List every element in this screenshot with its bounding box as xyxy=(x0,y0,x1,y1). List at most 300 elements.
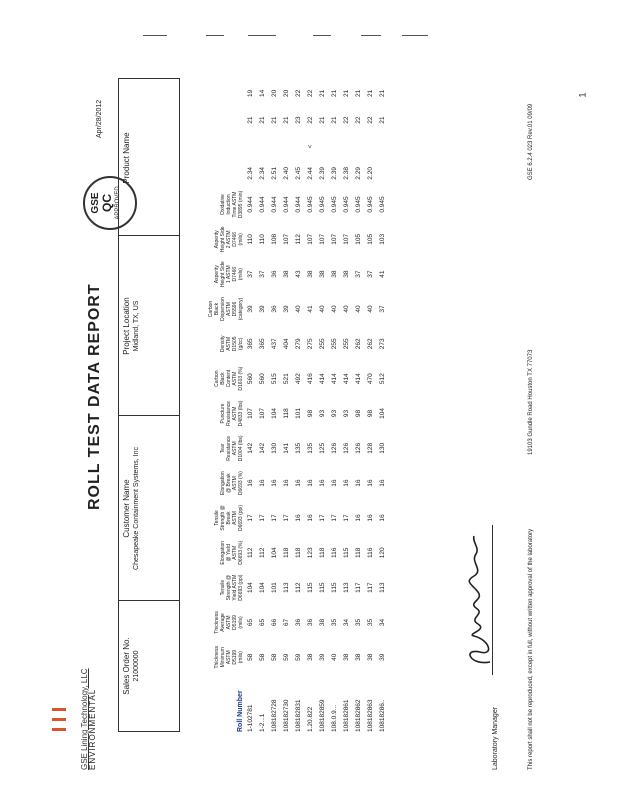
table-cell: 113 xyxy=(282,582,290,593)
table-cell: 0.945 xyxy=(342,196,350,213)
column-header-text: Tear Resistance ASTM D1004 (lbs) xyxy=(220,435,244,462)
column-header-text: Elongation @ Break ASTM D6693 (%) xyxy=(220,471,244,496)
table-cell: 67 xyxy=(282,618,290,627)
table-cell: 2.20 xyxy=(366,167,374,180)
table-cell: 35 xyxy=(354,618,362,627)
roll-number-cell: 1-2...1 xyxy=(258,713,266,732)
column-header-text: Carbon Black Content ASTM D1603 (%) xyxy=(214,366,244,391)
table-cell: 66 xyxy=(270,618,278,627)
table-cell: 39 xyxy=(258,305,266,313)
table-cell: 37 xyxy=(354,270,362,278)
table-cell: 21 xyxy=(258,116,266,124)
table-cell xyxy=(328,133,340,159)
column-header-text: Puncture Resistance ASTM D4833 (lbs) xyxy=(220,400,244,427)
table-cell: 0.945 xyxy=(318,196,326,213)
table-cell: 104 xyxy=(378,408,386,419)
roll-number-cell: 10818286.. xyxy=(378,699,386,732)
roll-number-cell: 108182728 xyxy=(270,699,278,732)
table-cell: 112 xyxy=(294,234,302,245)
table-cell: 22 xyxy=(366,116,374,124)
table-cell: 17 xyxy=(258,514,266,522)
table-cell: 110 xyxy=(246,234,254,245)
table-cell: 37 xyxy=(366,270,374,278)
table-cell: 21 xyxy=(330,89,338,98)
roll-number-cell: 108182863 xyxy=(366,699,374,732)
table-cell: 17 xyxy=(318,514,326,522)
table-cell: 38 xyxy=(282,270,290,278)
table-cell: 116 xyxy=(366,547,374,558)
product-cell xyxy=(119,80,179,236)
table-cell: 437 xyxy=(270,338,278,350)
table-cell: 17 xyxy=(270,514,278,522)
table-cell: 43 xyxy=(294,270,302,278)
table-cell: 107 xyxy=(318,233,326,245)
table-cell: 21 xyxy=(270,116,278,124)
table-cell: 21 xyxy=(318,116,326,124)
roll-test-table xyxy=(180,80,388,732)
table-cell: 118 xyxy=(282,547,290,558)
table-cell: 40 xyxy=(330,653,338,661)
document-id: GSE 6.2.4 023 Rev.01 09/09 xyxy=(528,103,534,180)
table-cell: 0.944 xyxy=(258,196,266,213)
roll-number-cell: 108182862 xyxy=(354,699,362,732)
table-cell: 107 xyxy=(282,233,290,245)
table-cell: 40 xyxy=(342,305,350,313)
sales-order-label: Sales Order No. xyxy=(122,637,131,695)
table-cell xyxy=(244,133,256,159)
table-row xyxy=(304,80,316,732)
table-cell: 118 xyxy=(282,408,290,419)
lab-manager-label: Laboratory Manager xyxy=(492,706,499,770)
table-cell: 59 xyxy=(294,653,302,661)
table-cell: 0.945 xyxy=(330,196,338,213)
report-title: ROLL TEST DATA REPORT xyxy=(86,283,103,510)
red-mark xyxy=(52,718,66,721)
table-cell: 279 xyxy=(294,338,302,350)
table-cell: 2.34 xyxy=(246,167,254,180)
signature xyxy=(460,530,496,670)
project-label: Project Location xyxy=(122,297,131,355)
table-cell: 101 xyxy=(294,408,302,419)
roll-number-cell: 108182861 xyxy=(342,699,350,732)
table-cell: 130 xyxy=(378,442,386,454)
table-cell: 38 xyxy=(342,270,350,278)
table-cell: 2.29 xyxy=(354,167,362,180)
table-cell: 107 xyxy=(330,233,338,245)
table-cell: 21 xyxy=(354,89,362,98)
table-cell: 104 xyxy=(258,582,266,594)
top-mark-line xyxy=(313,35,331,36)
table-row xyxy=(292,80,304,732)
stamp-middle: QC xyxy=(100,194,114,212)
roll-number-cell: 1-102781 xyxy=(246,704,254,732)
roll-number-header: Roll Number xyxy=(237,690,244,732)
table-cell: 22 xyxy=(306,89,314,98)
table-cell: 34 xyxy=(378,618,386,627)
table-cell: 128 xyxy=(366,442,374,454)
table-cell: 2.45 xyxy=(294,167,302,180)
table-cell: 38 xyxy=(330,270,338,278)
page-number: 1 xyxy=(577,92,588,98)
customer-cell xyxy=(119,415,179,601)
roll-number-cell: 108182831 xyxy=(294,699,302,732)
table-row xyxy=(364,80,376,732)
table-cell: 21 xyxy=(378,116,386,124)
table-cell: 255 xyxy=(330,338,338,350)
table-cell: 142 xyxy=(258,442,266,454)
table-cell: 98 xyxy=(306,409,314,418)
stamp-bottom: APPROVED xyxy=(115,186,121,220)
table-cell: 14 xyxy=(258,89,266,98)
table-cell: 17 xyxy=(342,514,350,522)
table-cell: 0.945 xyxy=(306,196,314,213)
table-cell: 560 xyxy=(246,373,254,385)
table-cell: 126 xyxy=(330,442,338,454)
table-cell: 39 xyxy=(282,305,290,313)
table-cell xyxy=(268,133,280,159)
table-cell xyxy=(256,133,268,159)
table-cell: 58 xyxy=(270,653,278,661)
table-cell: 2.38 xyxy=(342,167,350,180)
column-header xyxy=(180,605,244,640)
table-cell: 37 xyxy=(378,305,386,313)
table-cell: 38 xyxy=(318,618,326,627)
table-cell: 2.51 xyxy=(270,167,278,180)
table-cell: 38 xyxy=(366,653,374,661)
table-cell: 275 xyxy=(306,338,314,350)
table-cell: 40 xyxy=(318,305,326,313)
table-cell: 21 xyxy=(342,89,350,98)
table-cell: 21 xyxy=(330,116,338,124)
table-cell: 512 xyxy=(378,373,386,385)
table-cell: 16 xyxy=(258,479,266,487)
table-row xyxy=(352,80,364,732)
table-cell xyxy=(376,133,388,159)
table-cell: 16 xyxy=(378,479,386,487)
table-cell: 262 xyxy=(354,338,362,350)
table-cell: 560 xyxy=(258,373,266,385)
column-header xyxy=(180,292,244,327)
table-cell: 126 xyxy=(342,442,350,454)
column-header-text: Elongation @ Yield ASTM D6693 (%) xyxy=(220,540,244,565)
table-cell: 262 xyxy=(366,338,374,350)
table-cell xyxy=(280,133,292,159)
table-cell: 107 xyxy=(246,408,254,419)
table-cell: 117 xyxy=(366,582,374,593)
table-cell: 38 xyxy=(342,653,350,661)
table-cell: 492 xyxy=(294,373,302,385)
table-cell: 22 xyxy=(306,116,314,124)
signature-line xyxy=(492,525,493,675)
column-header xyxy=(180,640,244,675)
table-cell: 98 xyxy=(366,409,374,418)
table-cell: 108 xyxy=(270,233,278,245)
table-cell: 36 xyxy=(270,270,278,278)
table-cell: 16 xyxy=(378,514,386,522)
table-cell: 93 xyxy=(318,409,326,418)
table-cell: 16 xyxy=(366,479,374,487)
table-cell: 16 xyxy=(354,479,362,487)
table-cell: 58 xyxy=(258,653,266,661)
column-header xyxy=(180,361,244,396)
table-cell: 40 xyxy=(330,305,338,313)
table-cell: 118 xyxy=(294,547,302,558)
project-value: Midland, TX, US xyxy=(133,300,140,352)
table-cell: 125 xyxy=(318,442,326,454)
table-row xyxy=(280,80,292,732)
table-cell: 130 xyxy=(270,442,278,454)
table-cell: 39 xyxy=(246,305,254,313)
table-cell: 93 xyxy=(342,409,350,418)
table-cell: 0.944 xyxy=(282,196,290,213)
table-cell: 117 xyxy=(354,582,362,593)
table-cell: 21 xyxy=(378,89,386,98)
table-cell: 2.44 xyxy=(306,167,314,180)
table-row xyxy=(328,80,340,732)
top-mark-line xyxy=(361,35,381,36)
column-header xyxy=(180,80,244,107)
rotated-report xyxy=(80,80,560,770)
column-header xyxy=(180,396,244,431)
table-cell: 103 xyxy=(378,233,386,245)
table-cell: 0.944 xyxy=(246,196,254,213)
column-header xyxy=(180,222,244,257)
table-cell: 416 xyxy=(306,373,314,385)
table-cell: 23 xyxy=(294,116,302,124)
table-cell: 16 xyxy=(366,514,374,522)
table-cell: 2.34 xyxy=(258,167,266,180)
table-cell: 255 xyxy=(318,338,326,350)
column-header-text: Thickness Minimum ASTM D5199 (mils) xyxy=(214,646,244,669)
table-cell: 2.39 xyxy=(318,167,326,180)
table-cell: 414 xyxy=(354,373,362,385)
table-cell: 17 xyxy=(246,514,254,522)
table-cell: 58 xyxy=(246,653,254,661)
table-cell: 20 xyxy=(270,89,278,98)
column-header xyxy=(180,535,244,570)
report-date: Apr/28/2012 xyxy=(96,99,103,138)
table-cell: 16 xyxy=(354,514,362,522)
top-mark-line xyxy=(206,35,224,36)
table-cell: 404 xyxy=(282,338,290,350)
table-cell: 414 xyxy=(330,373,338,385)
lab-address: 19103 Gundle Road Houston TX 77073 xyxy=(528,349,534,455)
table-cell: 39 xyxy=(318,653,326,661)
table-cell: 40 xyxy=(294,305,302,313)
table-cell xyxy=(340,133,352,159)
table-cell: 104 xyxy=(246,582,254,594)
column-header xyxy=(180,431,244,466)
table-cell: 16 xyxy=(330,479,338,487)
table-cell xyxy=(292,133,304,159)
table-cell: 98 xyxy=(354,409,362,418)
customer-label: Customer Name xyxy=(122,479,131,538)
table-row xyxy=(256,80,268,732)
column-header-text: Density ASTM D1505 (g/cc) xyxy=(220,335,244,353)
table-cell: 16 xyxy=(246,479,254,487)
table-cell: 105 xyxy=(354,233,362,245)
table-cell xyxy=(352,133,364,159)
table-cell: < xyxy=(306,144,314,149)
table-cell: 0.945 xyxy=(354,196,362,213)
table-cell: 116 xyxy=(330,547,338,558)
column-header-text: Asperity Height Side 2 ASTM D7466 (mils) xyxy=(214,226,244,253)
column-header xyxy=(180,501,244,536)
column-header xyxy=(180,257,244,292)
table-cell: 16 xyxy=(294,479,302,487)
table-cell: 38 xyxy=(318,270,326,278)
table-cell: 38 xyxy=(306,653,314,661)
column-header-text: Tensile Strength @ Yield ASTM D6693 (ppi) xyxy=(220,574,244,601)
table-row xyxy=(268,80,280,732)
table-cell: 21 xyxy=(246,116,254,124)
roll-number-cell: 108.0.9... xyxy=(330,704,338,732)
column-header xyxy=(180,570,244,605)
table-header-row xyxy=(180,80,244,732)
column-header xyxy=(180,107,244,134)
table-cell: 101 xyxy=(270,582,278,594)
table-cell: 2.39 xyxy=(330,167,338,180)
column-header xyxy=(180,466,244,501)
red-mark xyxy=(52,708,66,711)
table-cell: 135 xyxy=(294,442,302,454)
table-cell: 470 xyxy=(366,373,374,385)
red-mark xyxy=(52,728,66,731)
table-cell: 41 xyxy=(378,270,386,278)
table-cell: 16 xyxy=(318,479,326,487)
table-cell: 112 xyxy=(258,547,266,558)
table-row xyxy=(244,80,256,732)
table-cell: 141 xyxy=(282,442,290,454)
table-cell: 135 xyxy=(306,442,314,454)
table-cell: 16 xyxy=(342,479,350,487)
roll-number-cell: 108182859 xyxy=(318,699,326,732)
table-cell: 19 xyxy=(246,89,254,98)
table-cell xyxy=(364,133,376,159)
sales-order-value: 21000000 xyxy=(133,650,140,682)
table-cell: 21 xyxy=(318,89,326,98)
top-mark-line xyxy=(402,35,428,36)
table-cell: 21 xyxy=(366,89,374,98)
table-cell: 36 xyxy=(306,618,314,627)
table-cell: 113 xyxy=(342,582,350,593)
project-cell xyxy=(119,235,179,416)
table-cell: 414 xyxy=(342,373,350,385)
table-cell: 112 xyxy=(294,582,302,593)
table-cell: 107 xyxy=(342,233,350,245)
table-cell: 0.944 xyxy=(270,196,278,213)
table-cell: 115 xyxy=(318,582,326,593)
table-row xyxy=(376,80,388,732)
table-cell: 2.40 xyxy=(282,167,290,180)
table-cell: 22 xyxy=(294,89,302,98)
table-cell: 65 xyxy=(246,618,254,627)
table-cell: 0.945 xyxy=(378,196,386,213)
sales-order-cell xyxy=(119,600,179,731)
table-cell: 16 xyxy=(294,514,302,522)
column-header-text: Asperity Height Side 1 ASTM D7466 (mils) xyxy=(214,261,244,288)
table-cell: 107 xyxy=(306,233,314,245)
customer-value: Chesapeake Containment Systems, Inc xyxy=(133,447,140,570)
top-mark-line xyxy=(248,35,276,36)
table-cell: 37 xyxy=(258,270,266,278)
table-cell: 113 xyxy=(378,582,386,593)
company-name: GSE Lining Technology, LLC xyxy=(80,668,89,770)
top-mark-line xyxy=(143,35,167,36)
roll-number-cell: 1.20.822 xyxy=(306,706,314,732)
table-cell: 115 xyxy=(330,582,338,593)
table-cell: 0.945 xyxy=(366,196,374,213)
table-cell xyxy=(316,133,328,159)
column-header-text: Tensile Strength @ Break ASTM D6693 (ppi) xyxy=(214,504,244,532)
table-cell: 93 xyxy=(330,409,338,418)
table-cell: 34 xyxy=(342,618,350,627)
table-cell: 16 xyxy=(270,479,278,487)
order-info-box xyxy=(118,78,180,732)
table-cell: 120 xyxy=(378,547,386,559)
department-label: ENVIRONMENTAL xyxy=(88,688,97,770)
table-cell: 35 xyxy=(366,618,374,627)
table-cell: 104 xyxy=(270,408,278,419)
table-cell: 21 xyxy=(282,116,290,124)
table-cell: 37 xyxy=(246,270,254,278)
column-header xyxy=(180,160,244,187)
table-cell: 365 xyxy=(246,338,254,350)
column-header-text: Thickness Average ASTM D5199 (mils) xyxy=(214,611,244,634)
table-cell: 65 xyxy=(258,618,266,627)
table-cell: 521 xyxy=(282,373,290,385)
table-cell: 365 xyxy=(258,338,266,350)
table-cell: 0.944 xyxy=(294,196,302,213)
table-cell: 17 xyxy=(282,514,290,522)
table-cell: 41 xyxy=(306,305,314,313)
column-header-text: Oxidative Induction Time ASTM D3895 (min) xyxy=(220,190,244,219)
table-cell: 273 xyxy=(378,338,386,350)
table-cell: 414 xyxy=(318,373,326,385)
table-cell: 123 xyxy=(306,547,314,559)
table-cell: 59 xyxy=(282,653,290,661)
table-cell: 39 xyxy=(378,653,386,661)
table-cell: 115 xyxy=(342,547,350,558)
disclaimer: This report shall not be reproduced, except in full, without written approval of the laboratory xyxy=(528,528,534,770)
table-cell: 22 xyxy=(354,116,362,124)
table-cell: 255 xyxy=(342,338,350,350)
table-cell: 107 xyxy=(258,408,266,419)
table-cell: 105 xyxy=(366,233,374,245)
stamp-top: GSE xyxy=(90,192,101,214)
column-header xyxy=(180,133,244,159)
table-row xyxy=(316,80,328,732)
table-cell xyxy=(376,160,388,187)
table-cell: 112 xyxy=(246,547,254,558)
product-label: Product Name xyxy=(122,132,131,184)
table-cell: 38 xyxy=(306,270,314,278)
table-cell: 17 xyxy=(330,514,338,522)
column-header xyxy=(180,187,244,222)
table-cell: 36 xyxy=(294,618,302,627)
table-cell: 104 xyxy=(270,547,278,559)
table-cell: 110 xyxy=(258,234,266,245)
table-row xyxy=(340,80,352,732)
table-cell: 16 xyxy=(306,514,314,522)
table-cell: 35 xyxy=(330,618,338,627)
table-cell: 118 xyxy=(318,547,326,558)
table-cell: 40 xyxy=(366,305,374,313)
table-cell: 515 xyxy=(270,373,278,385)
column-header-text: Carbon Black Dispersion ASTM D5596 (category) xyxy=(208,297,244,321)
column-header xyxy=(180,326,244,361)
table-cell: 118 xyxy=(354,547,362,558)
